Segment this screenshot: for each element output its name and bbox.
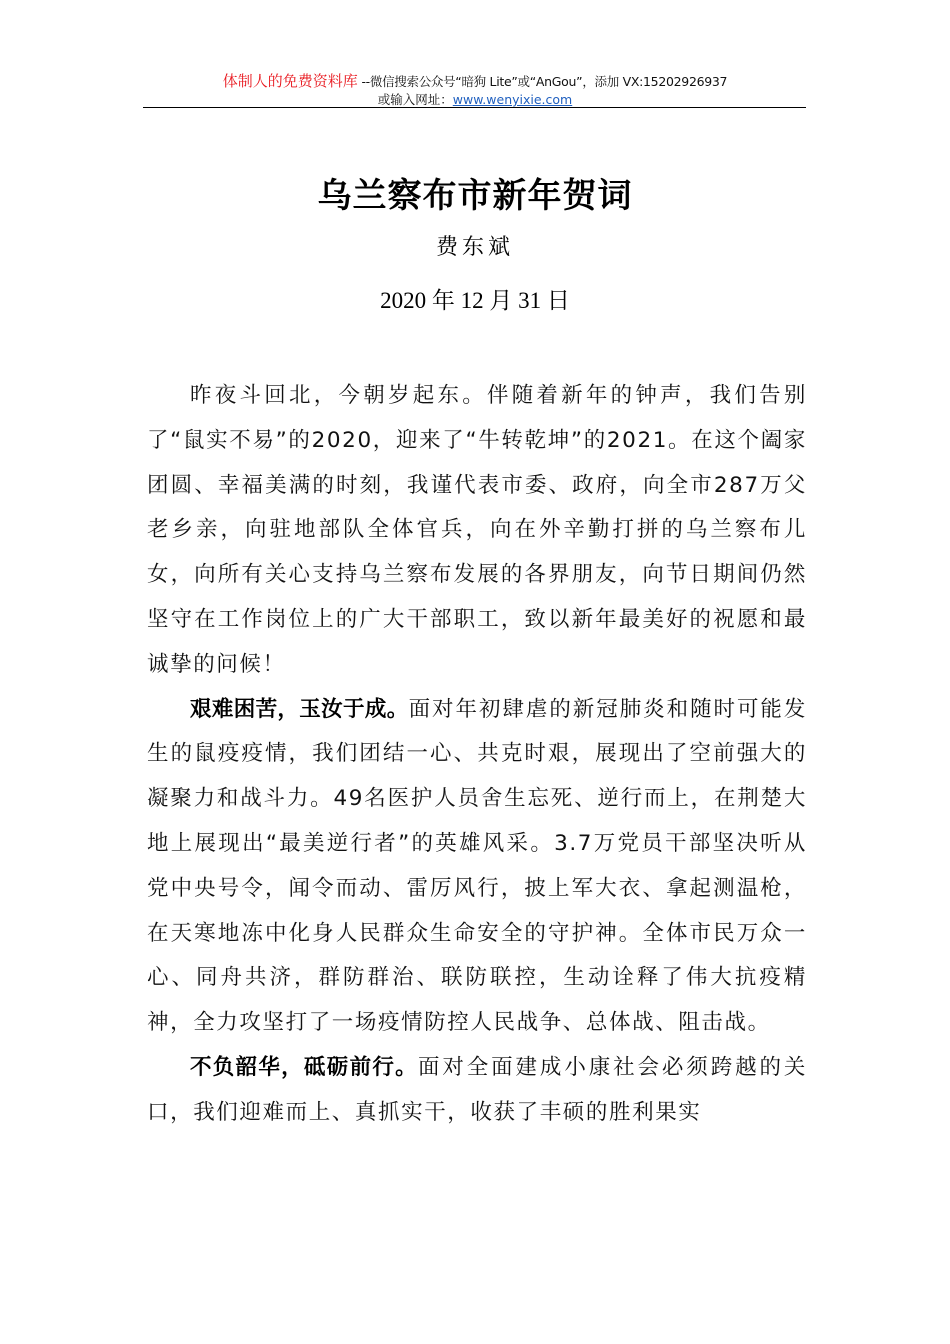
- paragraph-text: 面对年初肆虐的新冠肺炎和随时可能发生的鼠疫疫情，我们团结一心、共克时艰，展现出了空前强大的凝聚力和战斗力。49名医护人员舍生忘死、逆行而上，在荆楚大地上展现出“最美逆行者”的英雄风采。3.7万党员干部坚决听从党中央号令，闻令而动、雷厉风行，披上军大衣、拿起测温枪，在天寒地冻中化身人民群众生命安全的守护神。全体市民万众一心、同舟共济，群防群治、联防联控，生动诠释了伟大抗疫精神，全力攻坚打了一场疫情防控人民战争、总体战、阻击战。: [147, 696, 807, 1036]
- paragraph: [147, 1046, 807, 1136]
- website-link[interactable]: www.wenyixie.com: [452, 92, 573, 107]
- header-url-line: [0, 90, 950, 108]
- brand-text: 体制人的免费资料库: [222, 72, 358, 90]
- document-date: 2020 年 12 月 31 日: [380, 288, 570, 313]
- header-divider: [143, 107, 806, 108]
- paragraph-lead: 不负韶华，砥砺前行。: [190, 1054, 418, 1080]
- paragraph: [147, 688, 807, 1046]
- header-promo-line: [0, 70, 950, 91]
- url-prefix: 或输入网址：: [377, 92, 453, 107]
- document-body: [147, 374, 807, 1136]
- paragraph-text: 面对全面建成小康社会必须跨越的关口，我们迎难而上、真抓实干，收获了丰硕的胜利果实: [147, 1054, 807, 1125]
- document-title: 乌兰察布市新年贺词: [317, 176, 633, 216]
- promo-text: --微信搜索公众号“暗狗 Lite”或“AnGou”，添加 VX:15202926937: [361, 74, 728, 89]
- document-author: 费东斌: [435, 235, 514, 260]
- paragraph-lead: 艰难困苦，玉汝于成。: [190, 696, 409, 722]
- paragraph: [147, 374, 807, 688]
- paragraph-text: 昨夜斗回北，今朝岁起东。伴随着新年的钟声，我们告别了“鼠实不易”的2020，迎来了“牛转乾坤”的2021。在这个阖家团圆、幸福美满的时刻，我谨代表市委、政府，向全市287万父老乡亲，向驻地部队全体官兵，向在外辛勤打拼的乌兰察布儿女，向所有关心支持乌兰察布发展的各界朋友，向节日期间仍然坚守在工作岗位上的广大干部职工，致以新年最美好的祝愿和最诚挚的问候！: [147, 383, 807, 677]
